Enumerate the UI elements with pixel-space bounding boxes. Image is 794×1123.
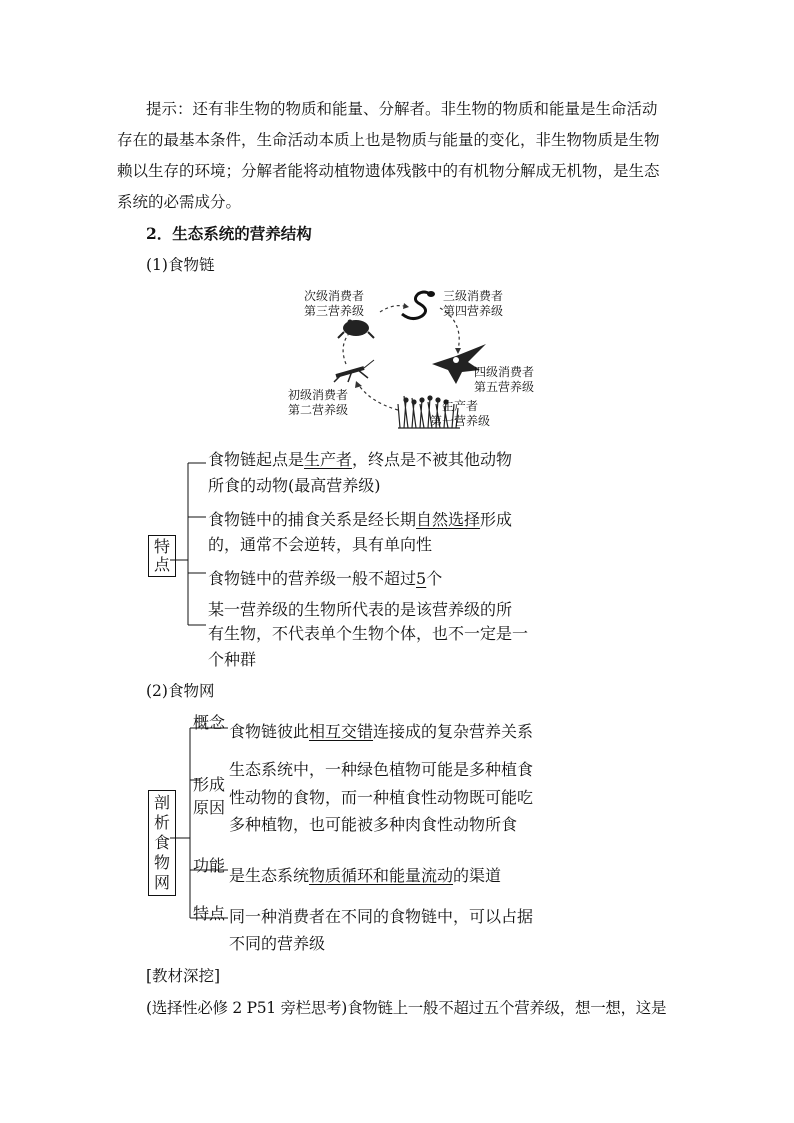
web-concept-key: 概念 bbox=[193, 713, 226, 732]
hint-line-3: 赖以生存的环境；分解者能将动植物遗体残骸中的有机物分解成无机物，是生态 bbox=[117, 162, 660, 180]
label-secondary-consumer: 次级消费者 第三营养级 bbox=[304, 289, 365, 318]
web-feature-key: 特点 bbox=[193, 904, 226, 923]
web-feature-line-2: 不同的营养级 bbox=[229, 934, 326, 953]
arrow-producer-to-primary bbox=[358, 384, 398, 410]
food-web-label: 剖析食物网 bbox=[148, 790, 176, 896]
label-primary-consumer: 初级消费者 第二营养级 bbox=[288, 388, 349, 417]
chain-feature-2-line-1: 食物链中的捕食关系是经长期自然选择形成 bbox=[208, 510, 513, 529]
hint-line-4: 系统的必需成分。 bbox=[117, 193, 242, 211]
web-cause-line-2: 性动物的食物，而一种植食性动物既可能吃 bbox=[229, 788, 534, 807]
chain-feature-3: 食物链中的营养级一般不超过5个 bbox=[208, 569, 443, 588]
food-web-title: (2)食物网 bbox=[146, 682, 215, 700]
web-cause-line-3: 多种植物，也可能被多种肉食性动物所食 bbox=[229, 815, 518, 834]
chain-feature-4-line-2: 有生物，不代表单个生物个体，也不一定是一 bbox=[208, 624, 529, 643]
web-function-key: 功能 bbox=[193, 856, 226, 875]
grasshopper-icon bbox=[334, 360, 374, 382]
chain-feature-4-line-1: 某一营养级的生物所代表的是该营养级的所 bbox=[208, 600, 513, 619]
web-cause-key-1: 形成 bbox=[193, 775, 226, 794]
web-feature-line-1: 同一种消费者在不同的食物链中，可以占据 bbox=[229, 907, 534, 926]
web-function-text: 是生态系统物质循环和能量流动的渠道 bbox=[229, 866, 502, 885]
chain-features-label: 特点 bbox=[148, 535, 176, 577]
food-chain-title: (1)食物链 bbox=[146, 256, 215, 274]
label-quaternary-consumer: 四级消费者 第五营养级 bbox=[474, 365, 535, 394]
web-cause-line-1: 生态系统中，一种绿色植物可能是多种植食 bbox=[229, 760, 534, 779]
arrow-secondary-to-tertiary bbox=[380, 306, 404, 312]
section-2-title: 2．生态系统的营养结构 bbox=[146, 224, 312, 243]
label-tertiary-consumer: 三级消费者 第四营养级 bbox=[443, 289, 504, 318]
textbook-title: [教材深挖] bbox=[146, 967, 221, 985]
frog-icon bbox=[338, 320, 374, 339]
chain-feature-1-line-1: 食物链起点是生产者，终点是不被其他动物 bbox=[208, 450, 513, 469]
hint-line-1: 提示：还有非生物的物质和能量、分解者。非生物的物质和能量是生命活动 bbox=[146, 100, 658, 118]
chain-feature-2-line-2: 的，通常不会逆转，具有单向性 bbox=[208, 535, 433, 554]
chain-feature-1-line-2: 所食的动物(最高营养级) bbox=[208, 476, 381, 495]
hint-line-2: 存在的最基本条件，生命活动本质上也是物质与能量的变化，非生物物质是生物 bbox=[117, 131, 660, 149]
textbook-line: (选择性必修 2 P51 旁栏思考)食物链上一般不超过五个营养级，想一想，这是 bbox=[146, 999, 667, 1017]
label-producer: 生产者 第一营养级 bbox=[430, 399, 491, 428]
web-concept-text: 食物链彼此相互交错连接成的复杂营养关系 bbox=[229, 722, 534, 741]
chain-feature-4-line-3: 个种群 bbox=[208, 650, 257, 669]
snake-icon bbox=[402, 291, 435, 319]
chain-features-bracket bbox=[170, 445, 210, 655]
web-cause-key-2: 原因 bbox=[193, 798, 226, 817]
